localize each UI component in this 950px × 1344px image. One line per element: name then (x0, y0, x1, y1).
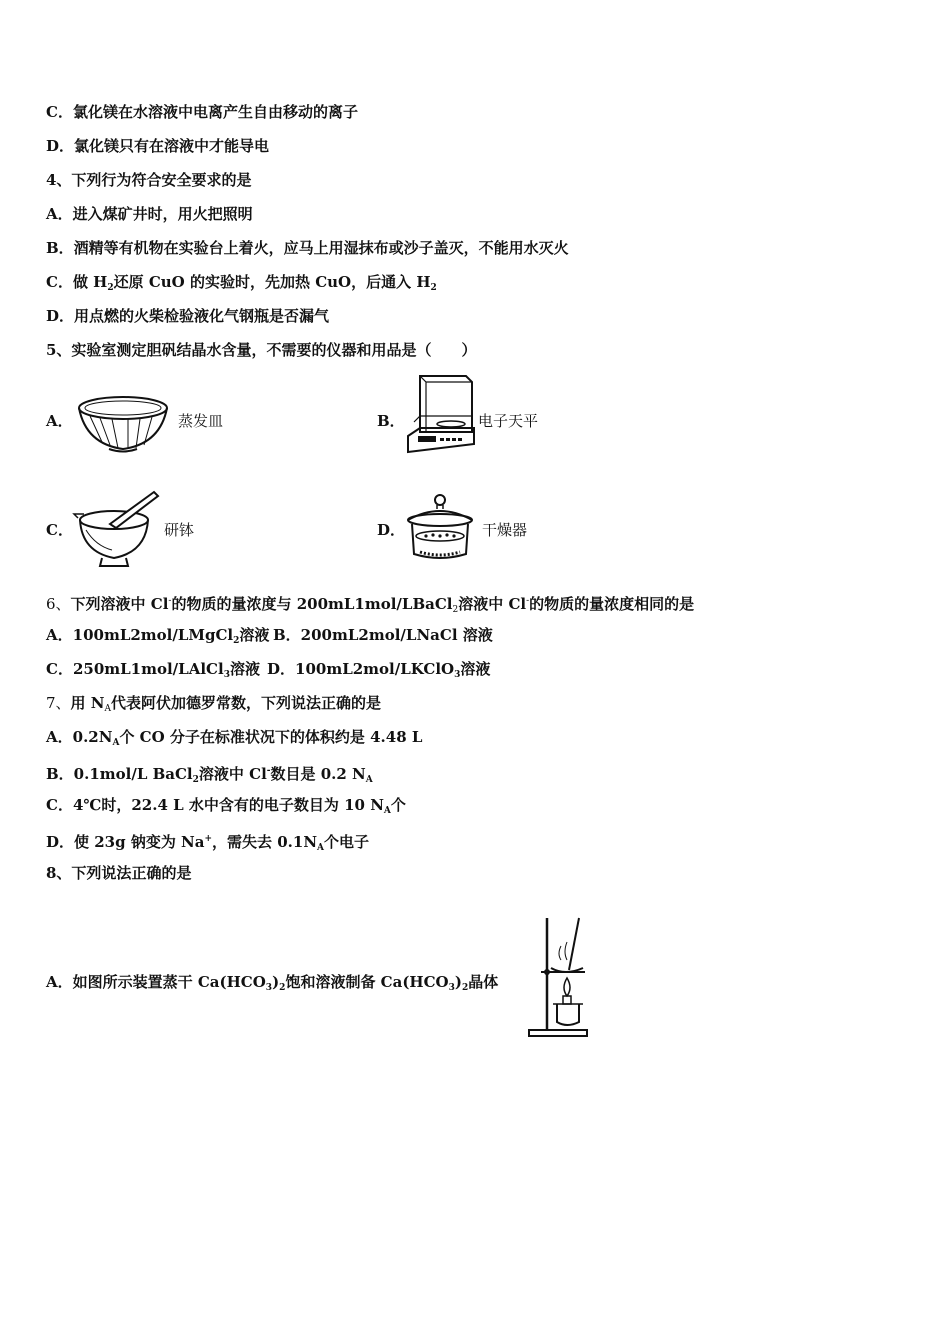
q7-stem-sub: A (104, 704, 111, 714)
q4-option-b: B．酒精等有机物在实验台上着火，应马上用湿抹布或沙子盖灭，不能用水灭火 (46, 239, 569, 257)
q6-d-end: 溶液 (460, 660, 491, 678)
q7-d-sub: A (317, 843, 325, 853)
q4-c-pre: C．做 H (46, 273, 108, 291)
q6-stem (46, 591, 694, 620)
evaporating-dish-icon (76, 394, 171, 454)
q7-d-sup: + (204, 834, 213, 844)
q4-c-mid: 还原 CuO 的实验时，先加热 CuO，后通入 H (113, 273, 431, 291)
q8-a-mid3: ) (454, 973, 462, 991)
q7-c-pre: C．4℃时，22.4 L 水中含有的电子数目为 10 N (46, 796, 384, 814)
q6-option-b: B．200mL2mol/LNaCl 溶液 (273, 626, 493, 644)
q6-stem-end: 的物质的量浓度相同的是 (529, 595, 695, 613)
q7-stem-pre: 用 N (70, 694, 105, 712)
q8-a-sub2: 2 (279, 983, 286, 993)
q6-a-sub: 2 (233, 636, 240, 646)
q7-stem-end: 代表阿伏加德罗常数，下列说法正确的是 (110, 694, 381, 712)
q6-option-c (46, 659, 260, 685)
q7-d-mid: ，需失去 0.1N (212, 833, 318, 851)
q7-option-c (46, 795, 406, 821)
q8-a-mid: ) (272, 973, 280, 991)
q8-a-pre: A．如图所示装置蒸干 Ca(HCO (46, 973, 266, 991)
q6-a-pre: A．100mL2mol/LMgCl (46, 626, 234, 644)
desiccator-icon (404, 492, 476, 568)
q7-b-sub2: A (365, 775, 373, 785)
q6-d-sub: 3 (454, 670, 461, 680)
q7-option-b (46, 761, 373, 790)
q7-stem-num: 7、 (46, 694, 71, 712)
q7-b-pre: B．0.1mol/L BaCl (46, 765, 193, 783)
q8-a-sub4: 2 (461, 983, 469, 993)
q7-a-pre: A．0.2N (46, 728, 113, 746)
q5-a-letter: A． (46, 412, 73, 430)
q6-stem-sup1: - (168, 596, 172, 606)
q6-option-d (267, 659, 490, 685)
q6-stem-pre: 下列溶液中 Cl (70, 595, 169, 613)
q6-stem-mid: 的物质的量浓度与 200mL1mol/LBaCl (171, 595, 453, 613)
q8-stem (46, 863, 191, 883)
electronic-balance-icon (406, 372, 476, 456)
q6-stem-mid2: 溶液中 Cl (458, 595, 527, 613)
q4-c-sub2: 2 (430, 283, 437, 293)
q5-stem: 5、实验室测定胆矾结晶水含量，不需要的仪器和用品是（ ） (46, 341, 477, 359)
q8-option-a (46, 972, 498, 998)
q7-d-end: 个电子 (324, 833, 370, 851)
q5-d-label: 干燥器 (482, 521, 528, 539)
q3-option-d: D．氯化镁只有在溶液中才能导电 (46, 137, 270, 155)
q5-b-letter: B． (377, 412, 405, 430)
q6-stem-sup2: - (526, 596, 530, 606)
q7-d-pre: D．使 23g 钠变为 Na (46, 833, 205, 851)
q4-stem-text: 4、下列行为符合安全要求的是 (46, 171, 252, 189)
q7-c-sub: A (383, 806, 391, 816)
q7-stem (46, 693, 381, 719)
evaporation-apparatus-icon (527, 912, 589, 1038)
q6-a-end: 溶液 (239, 626, 270, 644)
q5-a-label: 蒸发皿 (178, 412, 224, 430)
q7-b-mid: 溶液中 Cl (198, 765, 267, 783)
q7-b-sub: 2 (192, 775, 199, 785)
q6-c-sub: 3 (223, 670, 230, 680)
q6-c-end: 溶液 (229, 660, 260, 678)
q4-stem (46, 170, 251, 190)
mortar-pestle-icon (76, 488, 161, 570)
q4-option-c (46, 272, 437, 298)
q3-option-c: C．氯化镁在水溶液中电离产生自由移动的离子 (46, 103, 358, 121)
q8-a-sub3: 3 (448, 983, 455, 993)
q4-option-d: D．用点燃的火柴检验液化气钢瓶是否漏气 (46, 307, 330, 325)
q7-option-a (46, 727, 422, 753)
q5-c-letter: C． (46, 521, 73, 539)
q7-a-end: 个 CO 分子在标准状况下的体积约是 4.48 L (119, 728, 423, 746)
q8-a-mid2: 饱和溶液制备 Ca(HCO (285, 973, 449, 991)
q5-b-label: 电子天平 (478, 412, 539, 430)
q8-stem-text: 8、下列说法正确的是 (46, 864, 192, 882)
q8-a-sub1: 3 (265, 983, 273, 993)
q6-stem-num: 6、 (46, 595, 71, 613)
q7-b-sup: - (266, 766, 271, 776)
q4-c-sub1: 2 (107, 283, 114, 293)
q5-d-letter: D． (377, 521, 406, 539)
q7-a-sub: A (112, 738, 120, 748)
q8-a-end: 晶体 (468, 973, 499, 991)
q7-b-mid2: 数目是 0.2 N (270, 765, 366, 783)
q5-c-label: 研钵 (164, 521, 195, 539)
q6-c-pre: C．250mL1mol/LAlCl (46, 660, 224, 678)
q7-c-end: 个 (390, 796, 406, 814)
q6-d-pre: D．100mL2mol/LKClO (267, 660, 455, 678)
q4-option-a: A．进入煤矿井时，用火把照明 (46, 205, 253, 223)
q7-option-d (46, 829, 369, 858)
q6-option-a (46, 625, 269, 651)
q6-stem-sub: 2 (452, 605, 459, 615)
